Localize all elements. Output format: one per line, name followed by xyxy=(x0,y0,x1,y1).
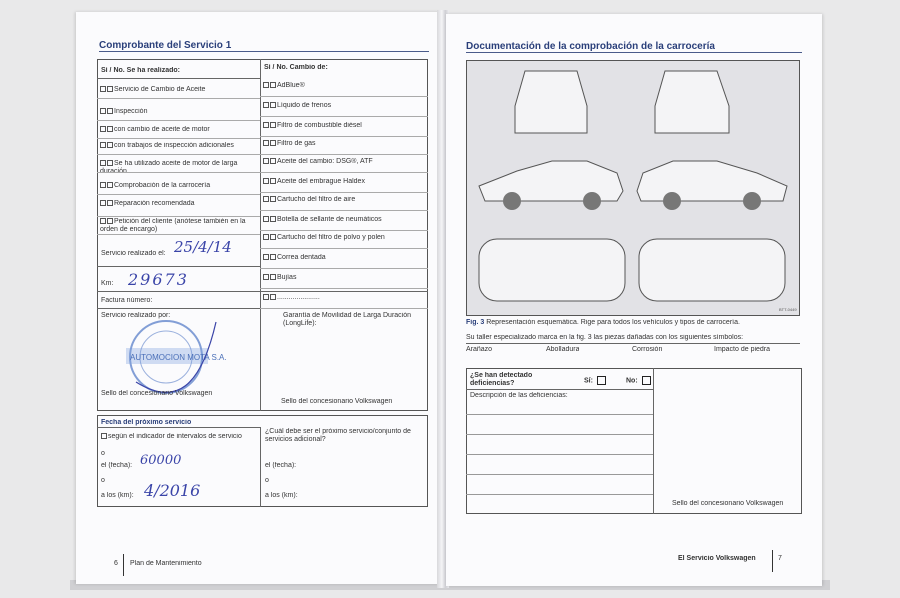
car-schematic xyxy=(467,61,799,315)
col2-item[interactable]: Botella de sellante de neumáticos xyxy=(263,216,425,224)
right-footer-num: 7 xyxy=(778,555,782,562)
col1-item[interactable]: Comprobación de la carrocería xyxy=(100,182,255,190)
on-date-value: 60000 xyxy=(140,453,182,468)
at-km-label-2: a los (km): xyxy=(265,492,298,499)
col2-item[interactable]: Aceite del cambio: DSG®, ATF xyxy=(263,158,425,166)
col1-header: Sí / No. Se ha realizado: xyxy=(101,67,180,74)
col1-item[interactable]: con cambio de aceite de motor xyxy=(100,126,255,134)
done-by-label: Servicio realizado por: xyxy=(101,312,171,319)
fig-caption: Fig. 3 Representación esquemática. Rige para todos los vehículos y tipos de carrocería. xyxy=(466,319,740,326)
stamp-text: AUTOMOCION MOTA S.A. xyxy=(130,353,227,362)
symbol-dent: Abolladura xyxy=(546,346,580,353)
left-page xyxy=(76,12,440,584)
on-date-label: el (fecha): xyxy=(101,462,133,469)
col2-item[interactable]: Correa dentada xyxy=(263,254,425,262)
col2-item[interactable]: Cartucho del filtro de aire xyxy=(263,196,425,204)
col2-item[interactable]: Filtro de combustible diésel xyxy=(263,122,425,130)
col2-header: Sí / No. Cambio de: xyxy=(264,64,328,71)
col1-item[interactable]: Reparación recomendada xyxy=(100,200,255,208)
next-marker-1: o xyxy=(101,450,105,457)
left-stamp-label-1: Sello del concesionario Volkswagen xyxy=(101,390,213,397)
table-divider xyxy=(260,59,261,411)
symbols-intro: Su taller especializado marca en la fig. 3 las piezas dañadas con los siguientes símbolos: xyxy=(466,334,744,341)
col1-item[interactable]: Petición del cliente (anótese también en la orden de encargo) xyxy=(100,218,246,233)
symbol-scratch: Arañazo xyxy=(466,346,493,353)
symbol-stone: Impacto de piedra xyxy=(714,346,771,353)
on-date-label-2: el (fecha): xyxy=(265,462,297,469)
km-label: Km: xyxy=(101,280,114,287)
no-option[interactable]: No: xyxy=(626,376,651,385)
right-page xyxy=(446,14,822,586)
car-figure xyxy=(466,60,800,316)
next-question: ¿Cuál debe ser el próximo servicio/conjunto de servicios adicional? xyxy=(265,428,411,443)
at-km-label: a los (km): xyxy=(101,492,134,499)
next-marker-2: o xyxy=(101,477,105,484)
col2-item[interactable]: Bujías xyxy=(263,274,425,282)
col2-item[interactable]: Filtro de gas xyxy=(263,140,425,148)
left-stamp-label-2: Sello del concesionario Volkswagen xyxy=(281,398,393,405)
symbol-corrosion: Corrosión xyxy=(632,346,663,353)
left-footer-text: Plan de Mantenimiento xyxy=(130,560,202,567)
service-date-value: 25/4/14 xyxy=(174,238,232,256)
right-stamp-label: Sello del concesionario Volkswagen xyxy=(672,500,784,507)
fig-code: BTT-0449 xyxy=(779,307,797,312)
desc-label: Descripción de las deficiencias: xyxy=(470,392,568,399)
col2-item[interactable]: Aceite del embrague Haldex xyxy=(263,178,425,186)
next-indicator[interactable]: según el indicador de intervalos de servicio xyxy=(101,433,242,441)
next-marker-3: o xyxy=(265,477,269,484)
warranty-label: Garantía de Movilidad de Larga Duración (LongLife): xyxy=(283,312,412,327)
service-date-label: Servicio realizado el: xyxy=(101,250,166,257)
col1-item[interactable]: Inspección xyxy=(100,108,255,116)
col2-item[interactable]: AdBlue® xyxy=(263,82,425,90)
col2-item[interactable]: Cartucho del filtro de polvo y polen xyxy=(263,234,425,242)
col1-item[interactable]: Servicio de Cambio de Aceite xyxy=(100,86,255,94)
deficiencies-question: ¿Se han detectado deficiencias? xyxy=(470,372,533,387)
col2-item[interactable]: ...................... xyxy=(263,294,425,302)
right-footer-text: El Servicio Volkswagen xyxy=(678,555,756,562)
invoice-label: Factura número: xyxy=(101,297,153,304)
next-header: Fecha del próximo servicio xyxy=(101,419,192,426)
left-footer-num: 6 xyxy=(114,560,118,567)
at-km-value: 4/2016 xyxy=(144,481,201,500)
km-value: 29673 xyxy=(128,270,189,289)
right-title: Documentación de la comprobación de la carrocería xyxy=(466,41,802,53)
col1-item[interactable]: con trabajos de inspección adicionales xyxy=(100,142,255,150)
left-title: Comprobante del Servicio 1 xyxy=(99,40,429,52)
col2-item[interactable]: Líquido de frenos xyxy=(263,102,425,110)
yes-option[interactable]: Sí: xyxy=(584,376,606,385)
col1-item[interactable]: Se ha utilizado aceite de motor de larga xyxy=(100,160,255,176)
